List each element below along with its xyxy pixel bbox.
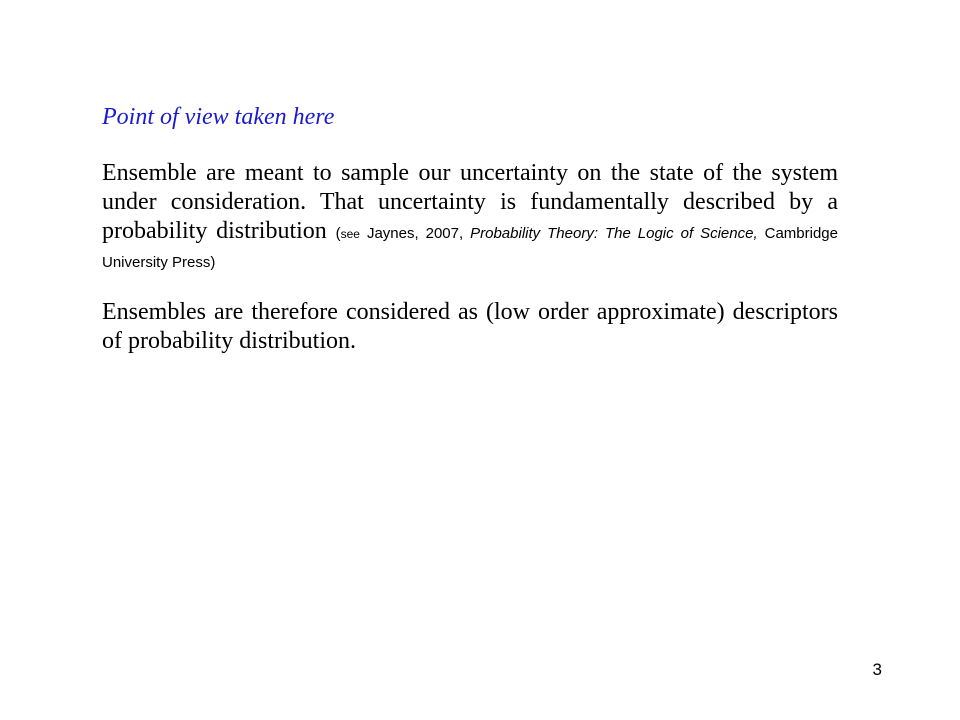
citation-author-year: Jaynes, 2007, — [359, 225, 471, 242]
citation-publisher: Cambridge University Press — [102, 225, 838, 271]
page-number: 3 — [872, 660, 882, 679]
paragraph-ensemble-uncertainty-text: Ensemble are meant to sample our uncertainty on the state of the system under consideration. That uncertainty is fundamentally described by a probability distribution — [102, 160, 838, 244]
paragraph-ensemble-uncertainty — [102, 159, 838, 275]
citation-open: ( — [335, 225, 341, 242]
citation-title: Probability Theory: The Logic of Science, — [470, 225, 758, 242]
citation-close: ) — [210, 254, 216, 271]
slide-heading: Point of view taken here — [102, 104, 335, 130]
paragraph-ensembles-descriptors: Ensembles are therefore considered as (low order approximate) descriptors of probability distribution. — [102, 299, 838, 354]
slide-content — [102, 103, 838, 356]
citation-see: see — [340, 227, 360, 241]
